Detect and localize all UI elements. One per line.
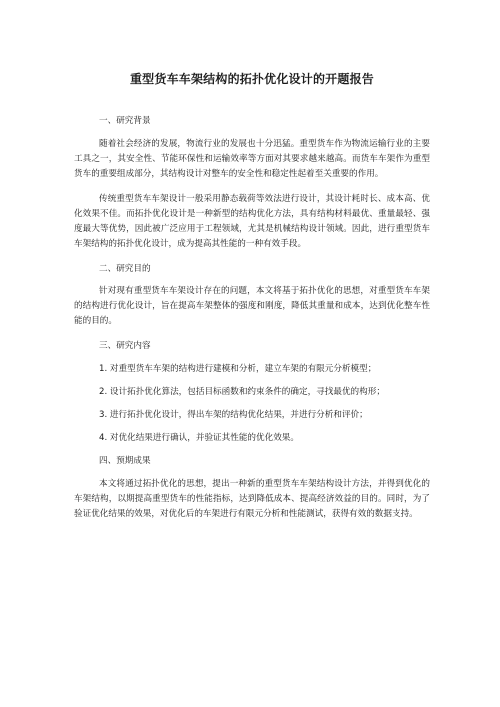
content-list-item-2: 2. 设计拓扑优化算法，包括目标函数和约束条件的确定，寻找最优的构形； [99, 387, 385, 397]
purpose-paragraph: 针对现有重型货车车架设计存在的问题，本文将基于拓扑优化的思想，对重型货车车架的结构进行优化设计，旨在提高车架整体的强度和刚度，降低其重量和成本，达到优化整车性能的目的。 [74, 286, 430, 326]
background-paragraph-1: 随着社会经济的发展，物流行业的发展也十分迅猛。重型货车作为物流运输行业的主要工具之一，其安全性、节能环保性和运输效率等方面对其要求越来越高。而货车车架作为重型货车的重要组成部分，其结构设计对整车的安全性和稳定性起着至关重要的作用。 [74, 139, 430, 179]
section-heading-content: 三、研究内容 [99, 341, 151, 351]
section-heading-background: 一、研究背景 [99, 116, 151, 126]
section-heading-outcomes: 四、预期成果 [99, 456, 151, 466]
section-heading-purpose: 二、研究目的 [99, 264, 151, 274]
content-list-item-4: 4. 对优化结果进行确认，并验证其性能的优化效果。 [99, 433, 299, 443]
document-title: 重型货车车架结构的拓扑优化设计的开题报告 [129, 72, 374, 86]
outcomes-paragraph: 本文将通过拓扑优化的思想，提出一种新的重型货车车架结构设计方法，并得到优化的车架结构，以期提高重型货车的性能指标，达到降低成本、提高经济效益的目的。同时，为了验证优化结果的效果，对优化后的车架进行有限元分析和性能测试，获得有效的数据支持。 [74, 479, 430, 519]
background-paragraph-2: 传统重型货车车架设计一般采用静态载荷等效法进行设计，其设计耗时长、成本高、优化效果不佳。而拓扑优化设计是一种新型的结构优化方法，具有结构材料最优、重量最轻、强度最大等优势，因此被广泛应用于工程领域，尤其是机械结构设计领域。因此，进行重型货车车架结构的拓扑优化设计，成为提高其性能的一种有效手段。 [74, 194, 430, 249]
content-list-item-3: 3. 进行拓扑优化设计，得出车架的结构优化结果，并进行分析和评价； [99, 410, 368, 420]
content-list-item-1: 1. 对重型货车车架的结构进行建模和分析，建立车架的有限元分析模型； [99, 364, 377, 374]
document-content [74, 70, 430, 522]
